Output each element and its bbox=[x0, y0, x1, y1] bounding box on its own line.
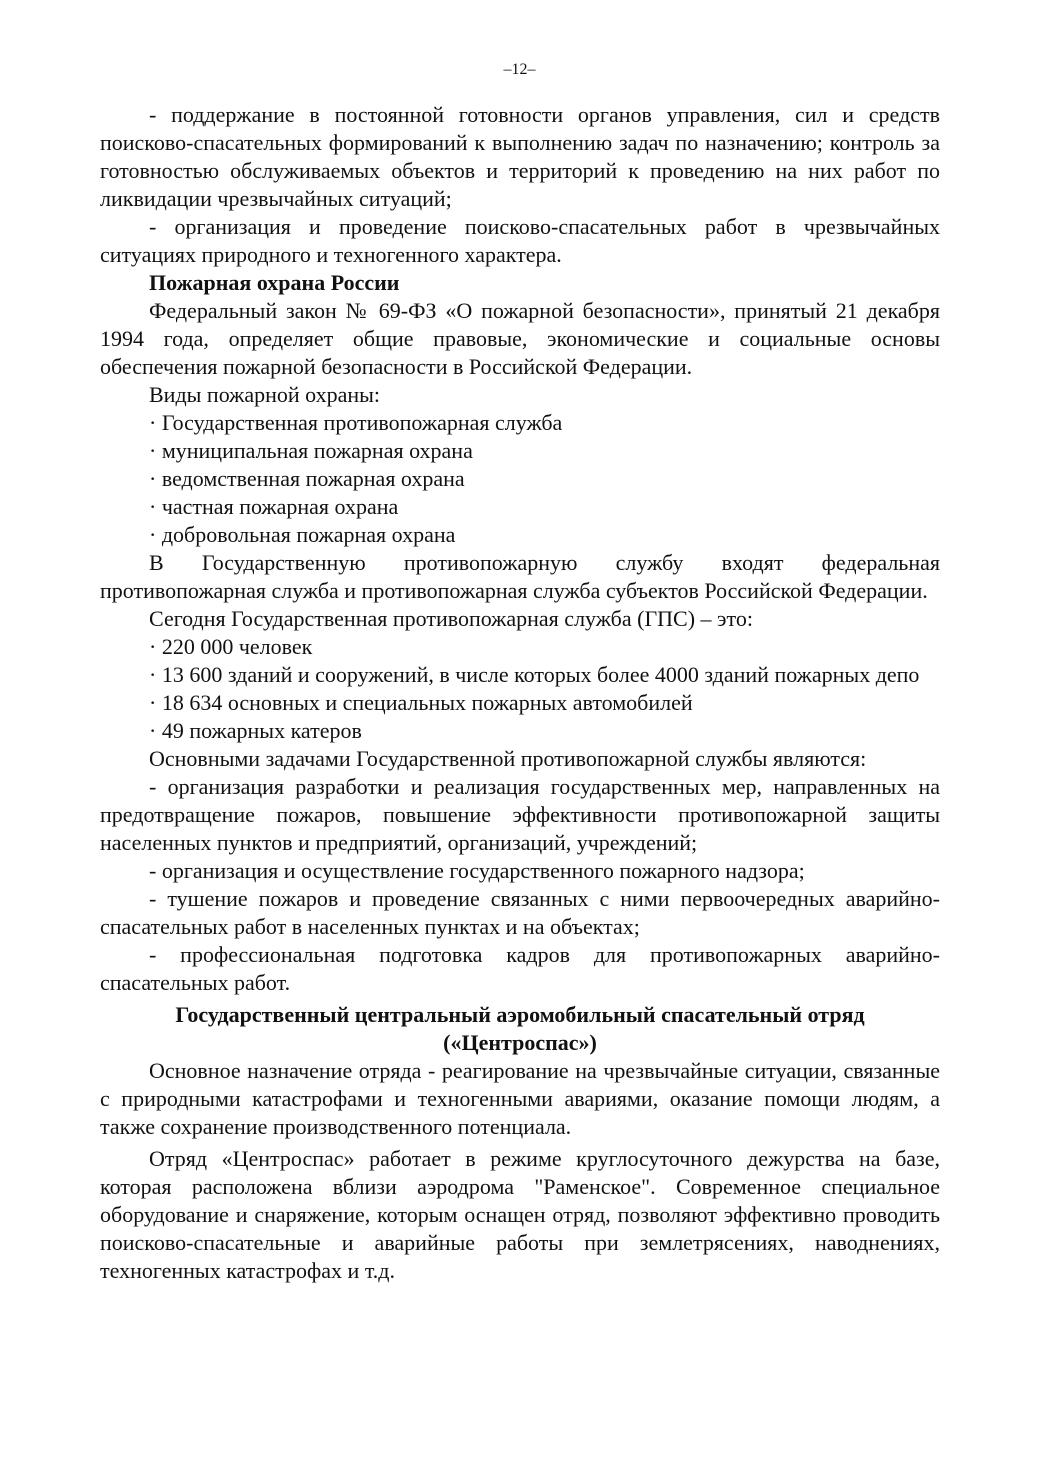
list-gps-stats bbox=[100, 633, 940, 745]
paragraph-tasks-intro: Основными задачами Государственной противопожарной службы являются: bbox=[149, 746, 867, 771]
list-item: · 13 600 зданий и сооружений, в числе которых более 4000 зданий пожарных депо bbox=[149, 662, 920, 687]
heading-centrospas-line2: («Центроспас») bbox=[443, 1030, 597, 1055]
list-gps-tasks bbox=[100, 773, 940, 997]
heading-fire-protection: Пожарная охрана России bbox=[149, 270, 400, 295]
list-fire-protection-types bbox=[100, 409, 940, 549]
heading-centrospas bbox=[100, 1001, 940, 1057]
page-number: –12– bbox=[503, 61, 536, 78]
paragraph-centrospas-purpose: Основное назначение отряда - реагирование на чрезвычайные ситуации, связанные с природными катастрофами и техногенными авариями, оказание помощи людям, а также сохранение производственного потенциала. bbox=[100, 1058, 940, 1139]
list-item: · частная пожарная охрана bbox=[149, 494, 399, 519]
paragraph-rescue-operations: - организация и проведение поисково-спасательных работ в чрезвычайных ситуациях природного и техногенного характера. bbox=[100, 214, 940, 267]
paragraph-readiness: - поддержание в постоянной готовности органов управления, сил и средств поисково-спасательных формирований к выполнению задач по назначению; контроль за готовностью обслуживаемых объектов и территорий к проведению на них работ по ликвидации чрезвычайных ситуаций; bbox=[100, 102, 940, 211]
list-item: · Государственная противопожарная служба bbox=[149, 410, 563, 435]
page-content bbox=[100, 101, 940, 1285]
list-item: · 18 634 основных и специальных пожарных автомобилей bbox=[149, 690, 693, 715]
list-item: · муниципальная пожарная охрана bbox=[149, 438, 473, 463]
paragraph-types-intro: Виды пожарной охраны: bbox=[149, 382, 381, 407]
list-item: - профессиональная подготовка кадров для противопожарных аварийно-спасательных работ. bbox=[100, 942, 940, 995]
list-item: · добровольная пожарная охрана bbox=[149, 522, 456, 547]
list-item: - организация и осуществление государственного пожарного надзора; bbox=[149, 858, 805, 883]
list-item: · ведомственная пожарная охрана bbox=[149, 466, 465, 491]
list-item: · 49 пожарных катеров bbox=[149, 718, 362, 743]
list-item: - тушение пожаров и проведение связанных с ними первоочередных аварийно-спасательных работ в населенных пунктах и на объектах; bbox=[100, 886, 940, 939]
list-item: - организация разработки и реализация государственных мер, направленных на предотвращение пожаров, повышение эффективности противопожарной защиты населенных пунктов и предприятий, организаций, учреждений; bbox=[100, 774, 940, 855]
paragraph-federal-law: Федеральный закон № 69-ФЗ «О пожарной безопасности», принятый 21 декабря 1994 года, определяет общие правовые, экономические и социальные основы обеспечения пожарной безопасности в Российской Федерации. bbox=[100, 298, 940, 379]
paragraph-centrospas-base: Отряд «Центроспас» работает в режиме круглосуточного дежурства на базе, которая расположена вблизи аэродрома "Раменское". Современное специальное оборудование и снаряжение, которым оснащен отряд, позволяют эффективно проводить поисково-спасательные и аварийные работы при землетрясениях, наводнениях, техногенных катастрофах и т.д. bbox=[100, 1146, 940, 1283]
heading-centrospas-line1: Государственный центральный аэромобильный спасательный отряд bbox=[175, 1002, 865, 1027]
paragraph-gps-composition: В Государственную противопожарную службу входят федеральная противопожарная служба и противопожарная служба субъектов Российской Федерации. bbox=[100, 550, 940, 603]
list-item: · 220 000 человек bbox=[149, 634, 313, 659]
paragraph-today-intro: Сегодня Государственная противопожарная служба (ГПС) – это: bbox=[149, 606, 753, 631]
